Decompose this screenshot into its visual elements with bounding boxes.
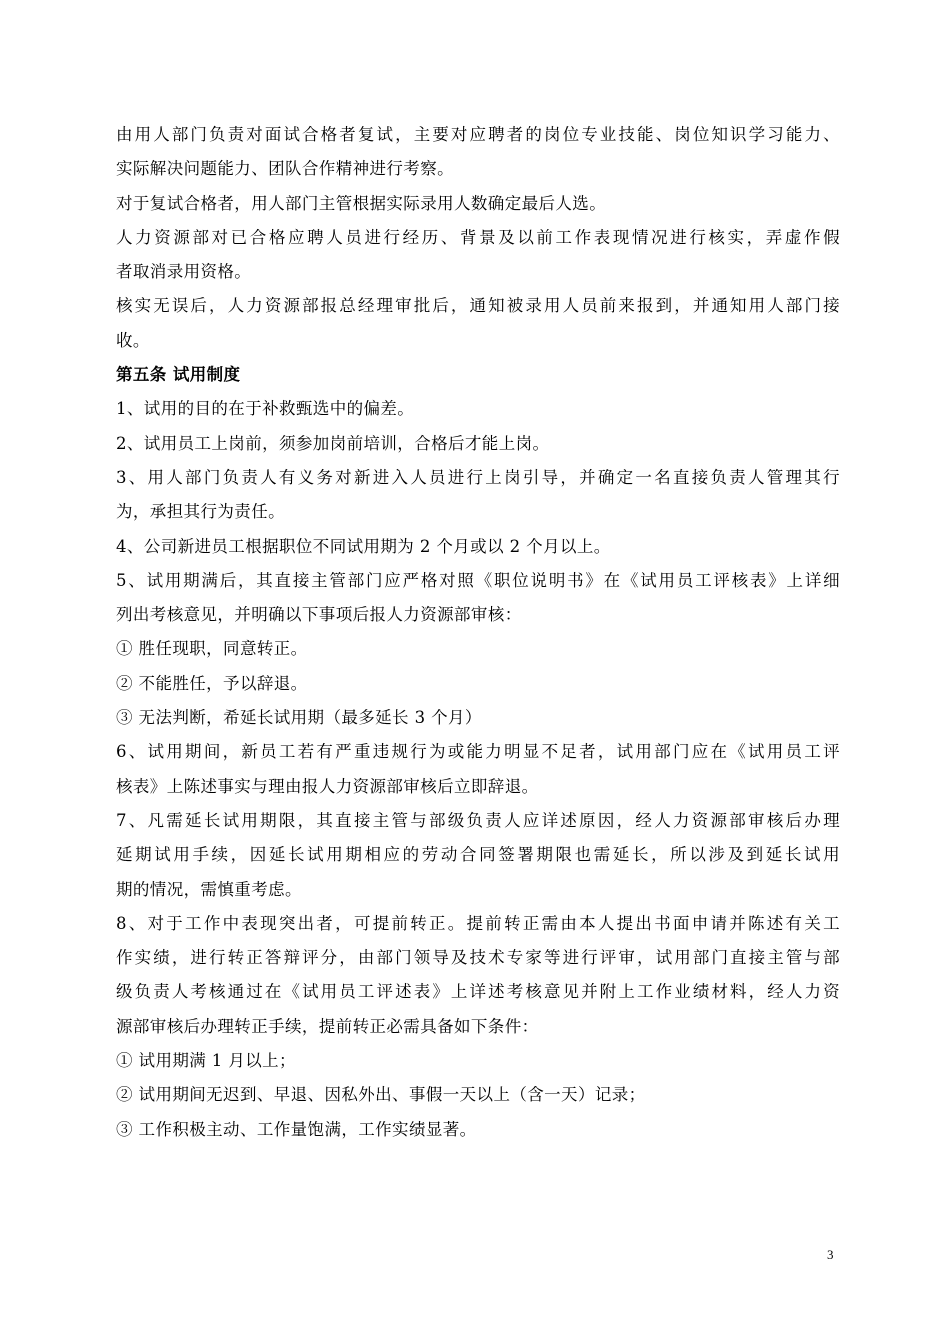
text-line: ① 胜任现职，同意转正。 (116, 639, 308, 659)
text-line: 为，承担其行为责任。 (116, 502, 285, 522)
document-body (116, 118, 840, 1147)
text-line: 6、试用期间，新员工若有严重违规行为或能力明显不足者，试用部门应在《试用员工评 (116, 742, 840, 762)
text-line: 2、试用员工上岗前，须参加岗前培训，合格后才能上岗。 (116, 433, 550, 453)
text-line: ① 试用期满 1 月以上； (116, 1051, 296, 1071)
text-line: 7、凡需延长试用期限，其直接主管与部级负责人应详述原因，经人力资源部审核后办理 (116, 810, 840, 830)
section-heading: 第五条 试用制度 (116, 365, 241, 385)
text-line: 级负责人考核通过在《试用员工评述表》上详述考核意见并附上工作业绩材料，经人力资 (116, 982, 840, 1002)
text-line: 人力资源部对已合格应聘人员进行经历、背景及以前工作表现情况进行核实，弄虚作假 (116, 227, 840, 247)
page-number: 3 (827, 1247, 834, 1262)
text-line: 延期试用手续，因延长试用期相应的劳动合同签署期限也需延长，所以涉及到延长试用 (116, 845, 840, 865)
text-line: 由用人部门负责对面试合格者复试，主要对应聘者的岗位专业技能、岗位知识学习能力、 (116, 125, 840, 144)
text-line: ② 不能胜任，予以辞退。 (116, 673, 308, 693)
text-line: 者取消录用资格。 (116, 262, 252, 282)
text-line: 收。 (116, 330, 150, 350)
text-line: 列出考核意见，并明确以下事项后报人力资源部审核： (116, 605, 522, 625)
text-line: 核实无误后，人力资源部报总经理审批后，通知被录用人员前来报到，并通知用人部门接 (116, 296, 840, 316)
text-line: 8、对于工作中表现突出者，可提前转正。提前转正需由本人提出书面申请并陈述有关工 (116, 913, 840, 933)
text-line: 1、试用的目的在于补救甄选中的偏差。 (116, 399, 415, 419)
text-line: 4、公司新进员工根据职位不同试用期为 2 个月或以 2 个月以上。 (116, 536, 611, 556)
text-line: ③ 无法判断，希延长试用期（最多延长 3 个月） (116, 708, 482, 728)
text-line: 期的情况，需慎重考虑。 (116, 879, 302, 899)
text-line: 对于复试合格者，用人部门主管根据实际录用人数确定最后人选。 (116, 193, 607, 213)
text-line: 源部审核后办理转正手续，提前转正必需具备如下条件： (116, 1016, 539, 1036)
text-line: 3、用人部门负责人有义务对新进入人员进行上岗引导，并确定一名直接负责人管理其行 (116, 467, 840, 487)
text-line: 作实绩，进行转正答辩评分，由部门领导及技术专家等进行评审，试用部门直接主管与部 (116, 948, 840, 968)
text-line: ② 试用期间无迟到、早退、因私外出、事假一天以上（含一天）记录； (116, 1085, 646, 1105)
text-line: 实际解决问题能力、团队合作精神进行考察。 (116, 159, 454, 179)
text-line: ③ 工作积极主动、工作量饱满，工作实绩显著。 (116, 1119, 477, 1139)
text-line: 核表》上陈述事实与理由报人力资源部审核后立即辞退。 (116, 776, 539, 796)
text-line: 5、试用期满后，其直接主管部门应严格对照《职位说明书》在《试用员工评核表》上详细 (116, 570, 840, 590)
